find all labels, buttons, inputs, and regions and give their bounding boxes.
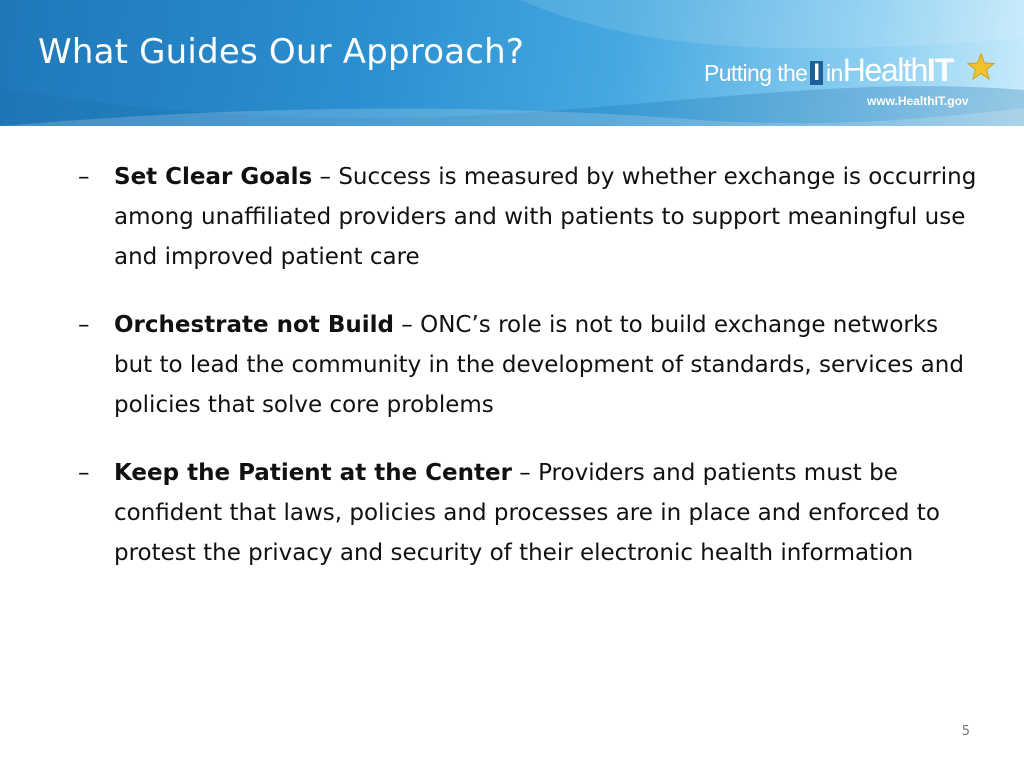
bullet-title: Orchestrate not Build (114, 312, 394, 338)
logo-connector: in (826, 60, 843, 86)
logo-it: IT (926, 52, 954, 88)
logo-wordmark (704, 54, 953, 86)
bullet-text: Providers and patients must be confident that laws, policies and processes are in place and enforced to protest the privacy and security of their electronic health information (114, 460, 940, 566)
star-icon (966, 52, 996, 82)
logo-url: www.HealthIT.gov (867, 94, 969, 108)
bullet-dash: – (78, 164, 90, 190)
page-number: 5 (961, 724, 970, 739)
bullet-separator: – (312, 164, 339, 190)
slide-title: What Guides Our Approach? (38, 32, 525, 72)
bullet-item (78, 305, 978, 425)
header-banner (0, 0, 1024, 126)
bullet-separator: – (393, 312, 421, 338)
bullet-dash: – (78, 460, 90, 486)
healthit-logo (704, 54, 1004, 114)
bullet-text: ONC’s role is not to build exchange networks but to lead the community in the development of standards, services and policies that solve core problems (114, 312, 964, 418)
bullet-text: Success is measured by whether exchange is occurring among unaffiliated providers and with patients to support meaningful use and improved patient care (114, 164, 977, 270)
bullet-item (78, 453, 978, 573)
logo-i-letter: I (810, 61, 823, 85)
logo-health: Health (842, 52, 927, 88)
bullet-list (78, 157, 978, 601)
bullet-item (78, 157, 978, 277)
bullet-separator: – (511, 460, 539, 486)
logo-prefix: Putting the (704, 60, 808, 86)
bullet-dash: – (78, 312, 90, 338)
bullet-title: Set Clear Goals (114, 164, 313, 190)
bullet-title: Keep the Patient at the Center (114, 460, 512, 486)
